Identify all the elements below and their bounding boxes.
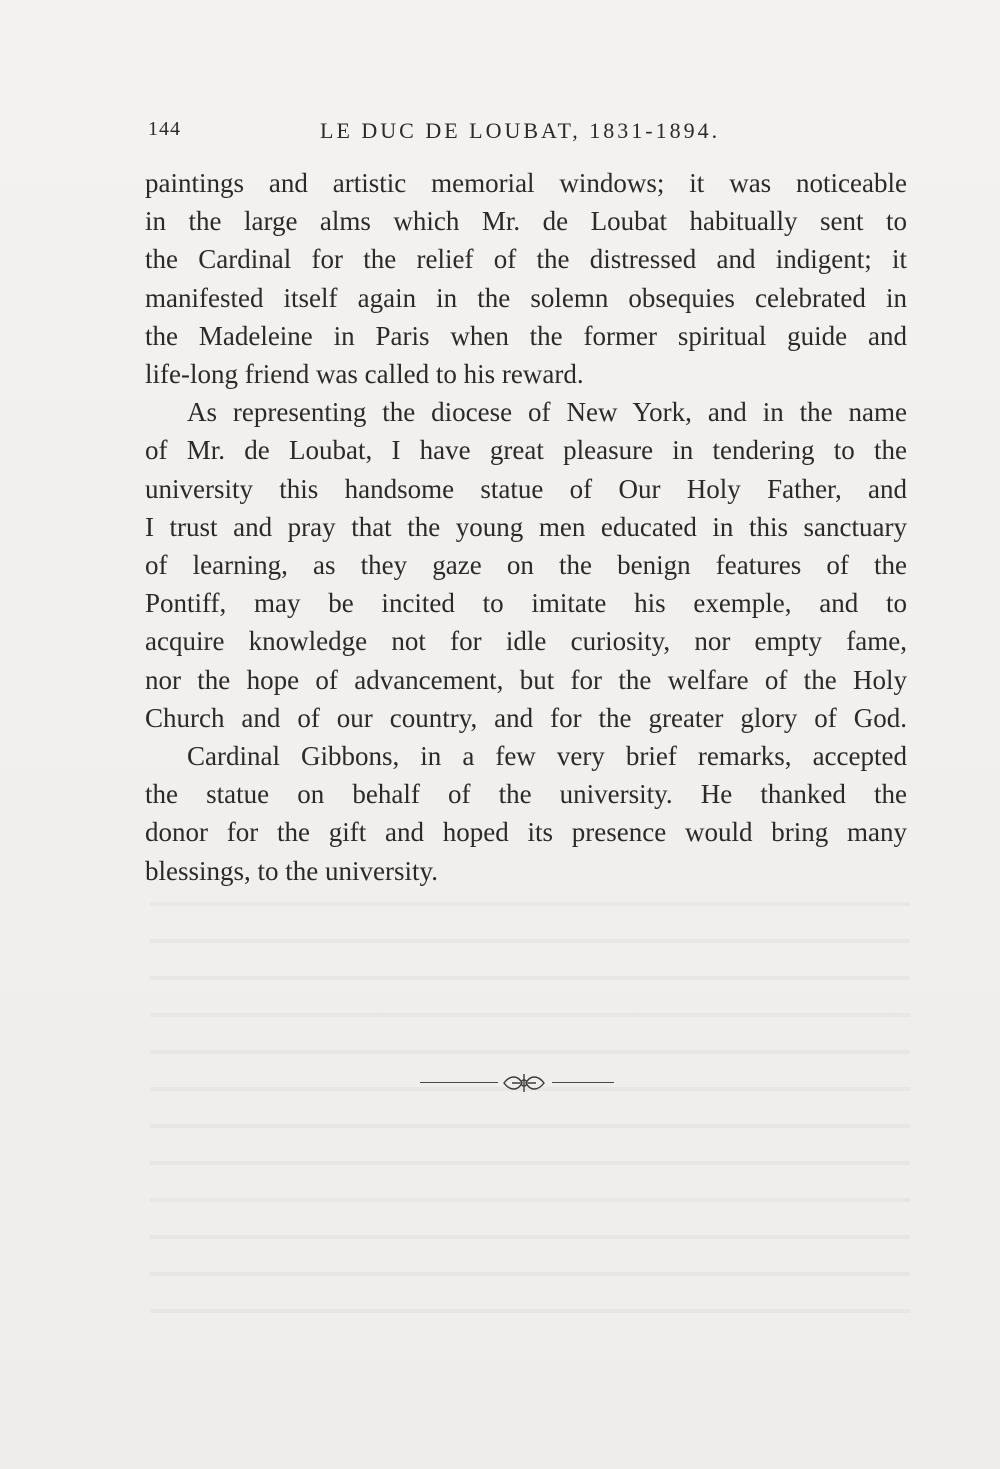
page-number: 144	[148, 118, 181, 140]
text-line: the statue on behalf of the university. He thanked the	[145, 779, 907, 810]
body-text	[145, 164, 907, 890]
text-line: life-long friend was called to his reward.	[145, 359, 584, 390]
paragraph-1	[145, 164, 907, 393]
fleuron-ornament-icon	[500, 1071, 548, 1095]
paragraph-2	[145, 393, 907, 737]
ornament-rule-left	[420, 1082, 498, 1083]
text-line: the Madeleine in Paris when the former spiritual guide and	[145, 320, 907, 351]
text-line: university this handsome statue of Our Holy Father, and	[145, 473, 907, 504]
text-line: the Cardinal for the relief of the distressed and indigent; it	[145, 244, 907, 275]
text-line: paintings and artistic memorial windows; it was noticeable	[145, 168, 907, 198]
running-header	[148, 118, 908, 148]
text-line: I trust and pray that the young men educated in this sanctuary	[145, 511, 907, 542]
running-title: LE DUC DE LOUBAT, 1831-1894.	[320, 118, 721, 143]
text-line: of Mr. de Loubat, I have great pleasure in tendering to the	[145, 435, 907, 466]
paragraph-3	[145, 737, 907, 890]
text-line: Church and of our country, and for the greater glory of God.	[145, 702, 907, 733]
text-line: acquire knowledge not for idle curiosity, nor empty fame,	[145, 626, 907, 657]
text-line: in the large alms which Mr. de Loubat habitually sent to	[145, 206, 907, 237]
text-line: of learning, as they gaze on the benign features of the	[145, 550, 907, 581]
text-line: As representing the diocese of New York, and in the name	[187, 397, 907, 428]
ornament-rule-right	[552, 1082, 614, 1083]
text-line: Cardinal Gibbons, in a few very brief remarks, accepted	[187, 741, 907, 772]
section-ornament	[420, 1068, 620, 1098]
text-line: manifested itself again in the solemn obsequies celebrated in	[145, 282, 907, 313]
text-line: Pontiff, may be incited to imitate his exemple, and to	[145, 588, 907, 619]
text-line: donor for the gift and hoped its presence would bring many	[145, 817, 907, 848]
show-through-texture	[150, 880, 910, 1320]
text-line: blessings, to the university.	[145, 855, 438, 886]
text-line: nor the hope of advancement, but for the welfare of the Holy	[145, 664, 907, 695]
